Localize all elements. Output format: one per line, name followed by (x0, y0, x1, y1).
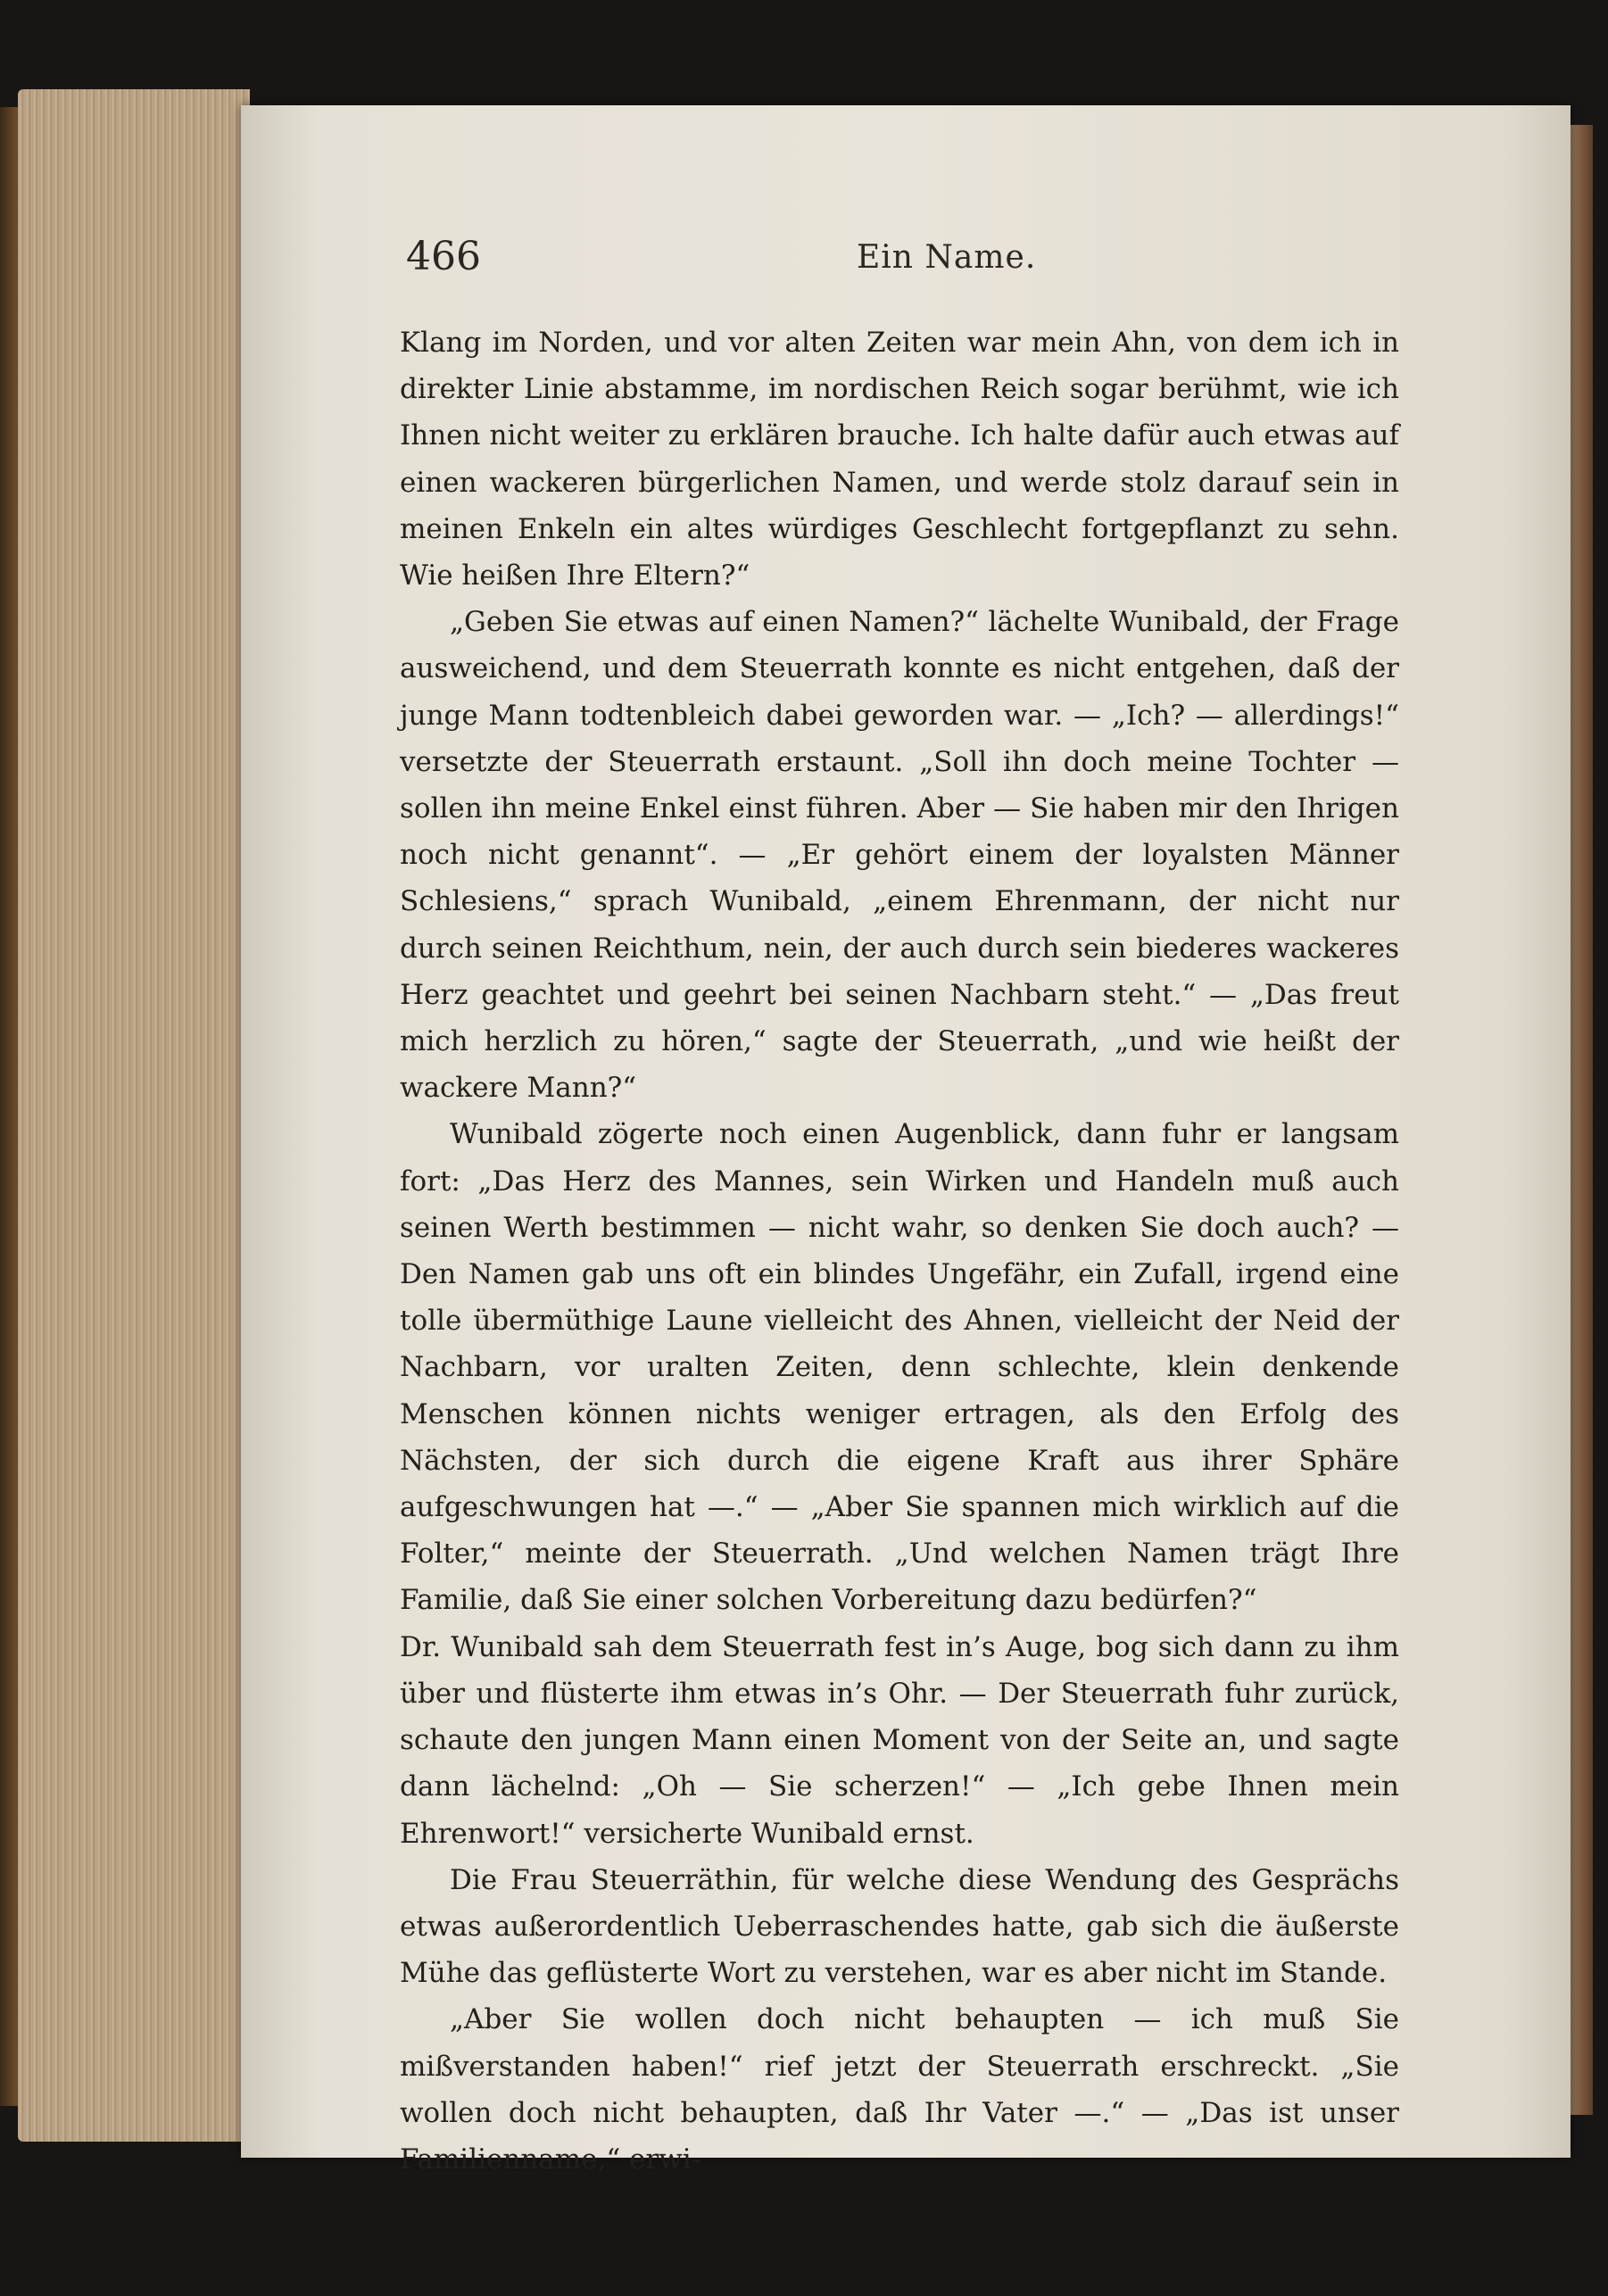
running-title: Ein Name. (857, 239, 1037, 276)
page-number: 466 (406, 234, 481, 279)
paragraph: Wunibald zögerte noch einen Augenblick, dann fuhr er langsam fort: „Das Herz des Mannes, sein Wirken und Handeln muß auch seinen Werth bestimmen — nicht wahr, so denken Sie doch auch? — Den Namen gab uns oft ein blindes Ungefähr, ein Zufall, irgend eine tolle übermüthige Laune vielleicht des Ahnen, vielleicht der Neid der Nachbarn, vor uralten Zeiten, denn schlechte, klein denkende Menschen können nichts weniger ertragen, als den Erfolg des Nächsten, der sich durch die eigene Kraft aus ihrer Sphäre aufgeschwungen hat —.“ — „Aber Sie spannen mich wirklich auf die Folter,“ meinte der Steuerrath. „Und welchen Namen trägt Ihre Familie, daß Sie einer solchen Vorbereitung dazu bedürfen?“ (400, 1118, 1399, 1617)
paragraph: Die Frau Steuerräthin, für welche diese Wendung des Gesprächs etwas außerordentlich Ueberraschendes hatte, gab sich die äußerste Mühe das geflüsterte Wort zu verstehen, war es aber nicht im Stande. (400, 1863, 1399, 1990)
page-header (406, 234, 1405, 287)
paragraph: Klang im Norden, und vor alten Zeiten war mein Ahn, von dem ich in direkter Linie abstamme, im nordischen Reich sogar berühmt, wie ich Ihnen nicht weiter zu erklären brauche. Ich halte dafür auch etwas auf einen wackeren bürgerlichen Namen, und werde stolz darauf sein in meinen Enkeln ein altes würdiges Geschlecht fortgepflanzt zu sehn. Wie heißen Ihre Eltern?“ (400, 327, 1399, 593)
page-edges (18, 89, 250, 2142)
paragraph: Dr. Wunibald sah dem Steuerrath fest in’s Auge, bog sich dann zu ihm über und flüsterte ihm etwas in’s Ohr. — Der Steuerrath fuhr zurück, schaute den jungen Mann einen Moment von der Seite an, und sagte dann lächelnd: „Oh — Sie scherzen!“ — „Ich gebe Ihnen mein Ehrenwort!“ versicherte Wunibald ernst. (400, 1630, 1399, 1850)
paragraph: „Geben Sie etwas auf einen Namen?“ lächelte Wunibald, der Frage ausweichend, und dem Steuerrath konnte es nicht entgehen, daß der junge Mann todtenbleich dabei geworden war. — „Ich? — allerdings!“ versetzte der Steuerrath erstaunt. „Soll ihn doch meine Tochter — sollen ihn meine Enkel einst führen. Aber — Sie haben mir den Ihrigen noch nicht genannt“. — „Er gehört einem der loyalsten Männer Schlesiens,“ sprach Wunibald, „einem Ehrenmann, der nicht nur durch seinen Reichthum, nein, der auch durch sein biederes wackeres Herz geachtet und geehrt bei seinen Nachbarn steht.“ — „Das freut mich herzlich zu hören,“ sagte der Steuerrath, „und wie heißt der wackere Mann?“ (400, 606, 1399, 1105)
paragraph: „Aber Sie wollen doch nicht behaupten — ich muß Sie mißverstanden haben!“ rief jetzt der Steuerrath erschreckt. „Sie wollen doch nicht behaupten, daß Ihr Vater —.“ — „Das ist unser Familienname,“ erwi- (400, 2003, 1399, 2176)
body-text (400, 319, 1399, 2183)
